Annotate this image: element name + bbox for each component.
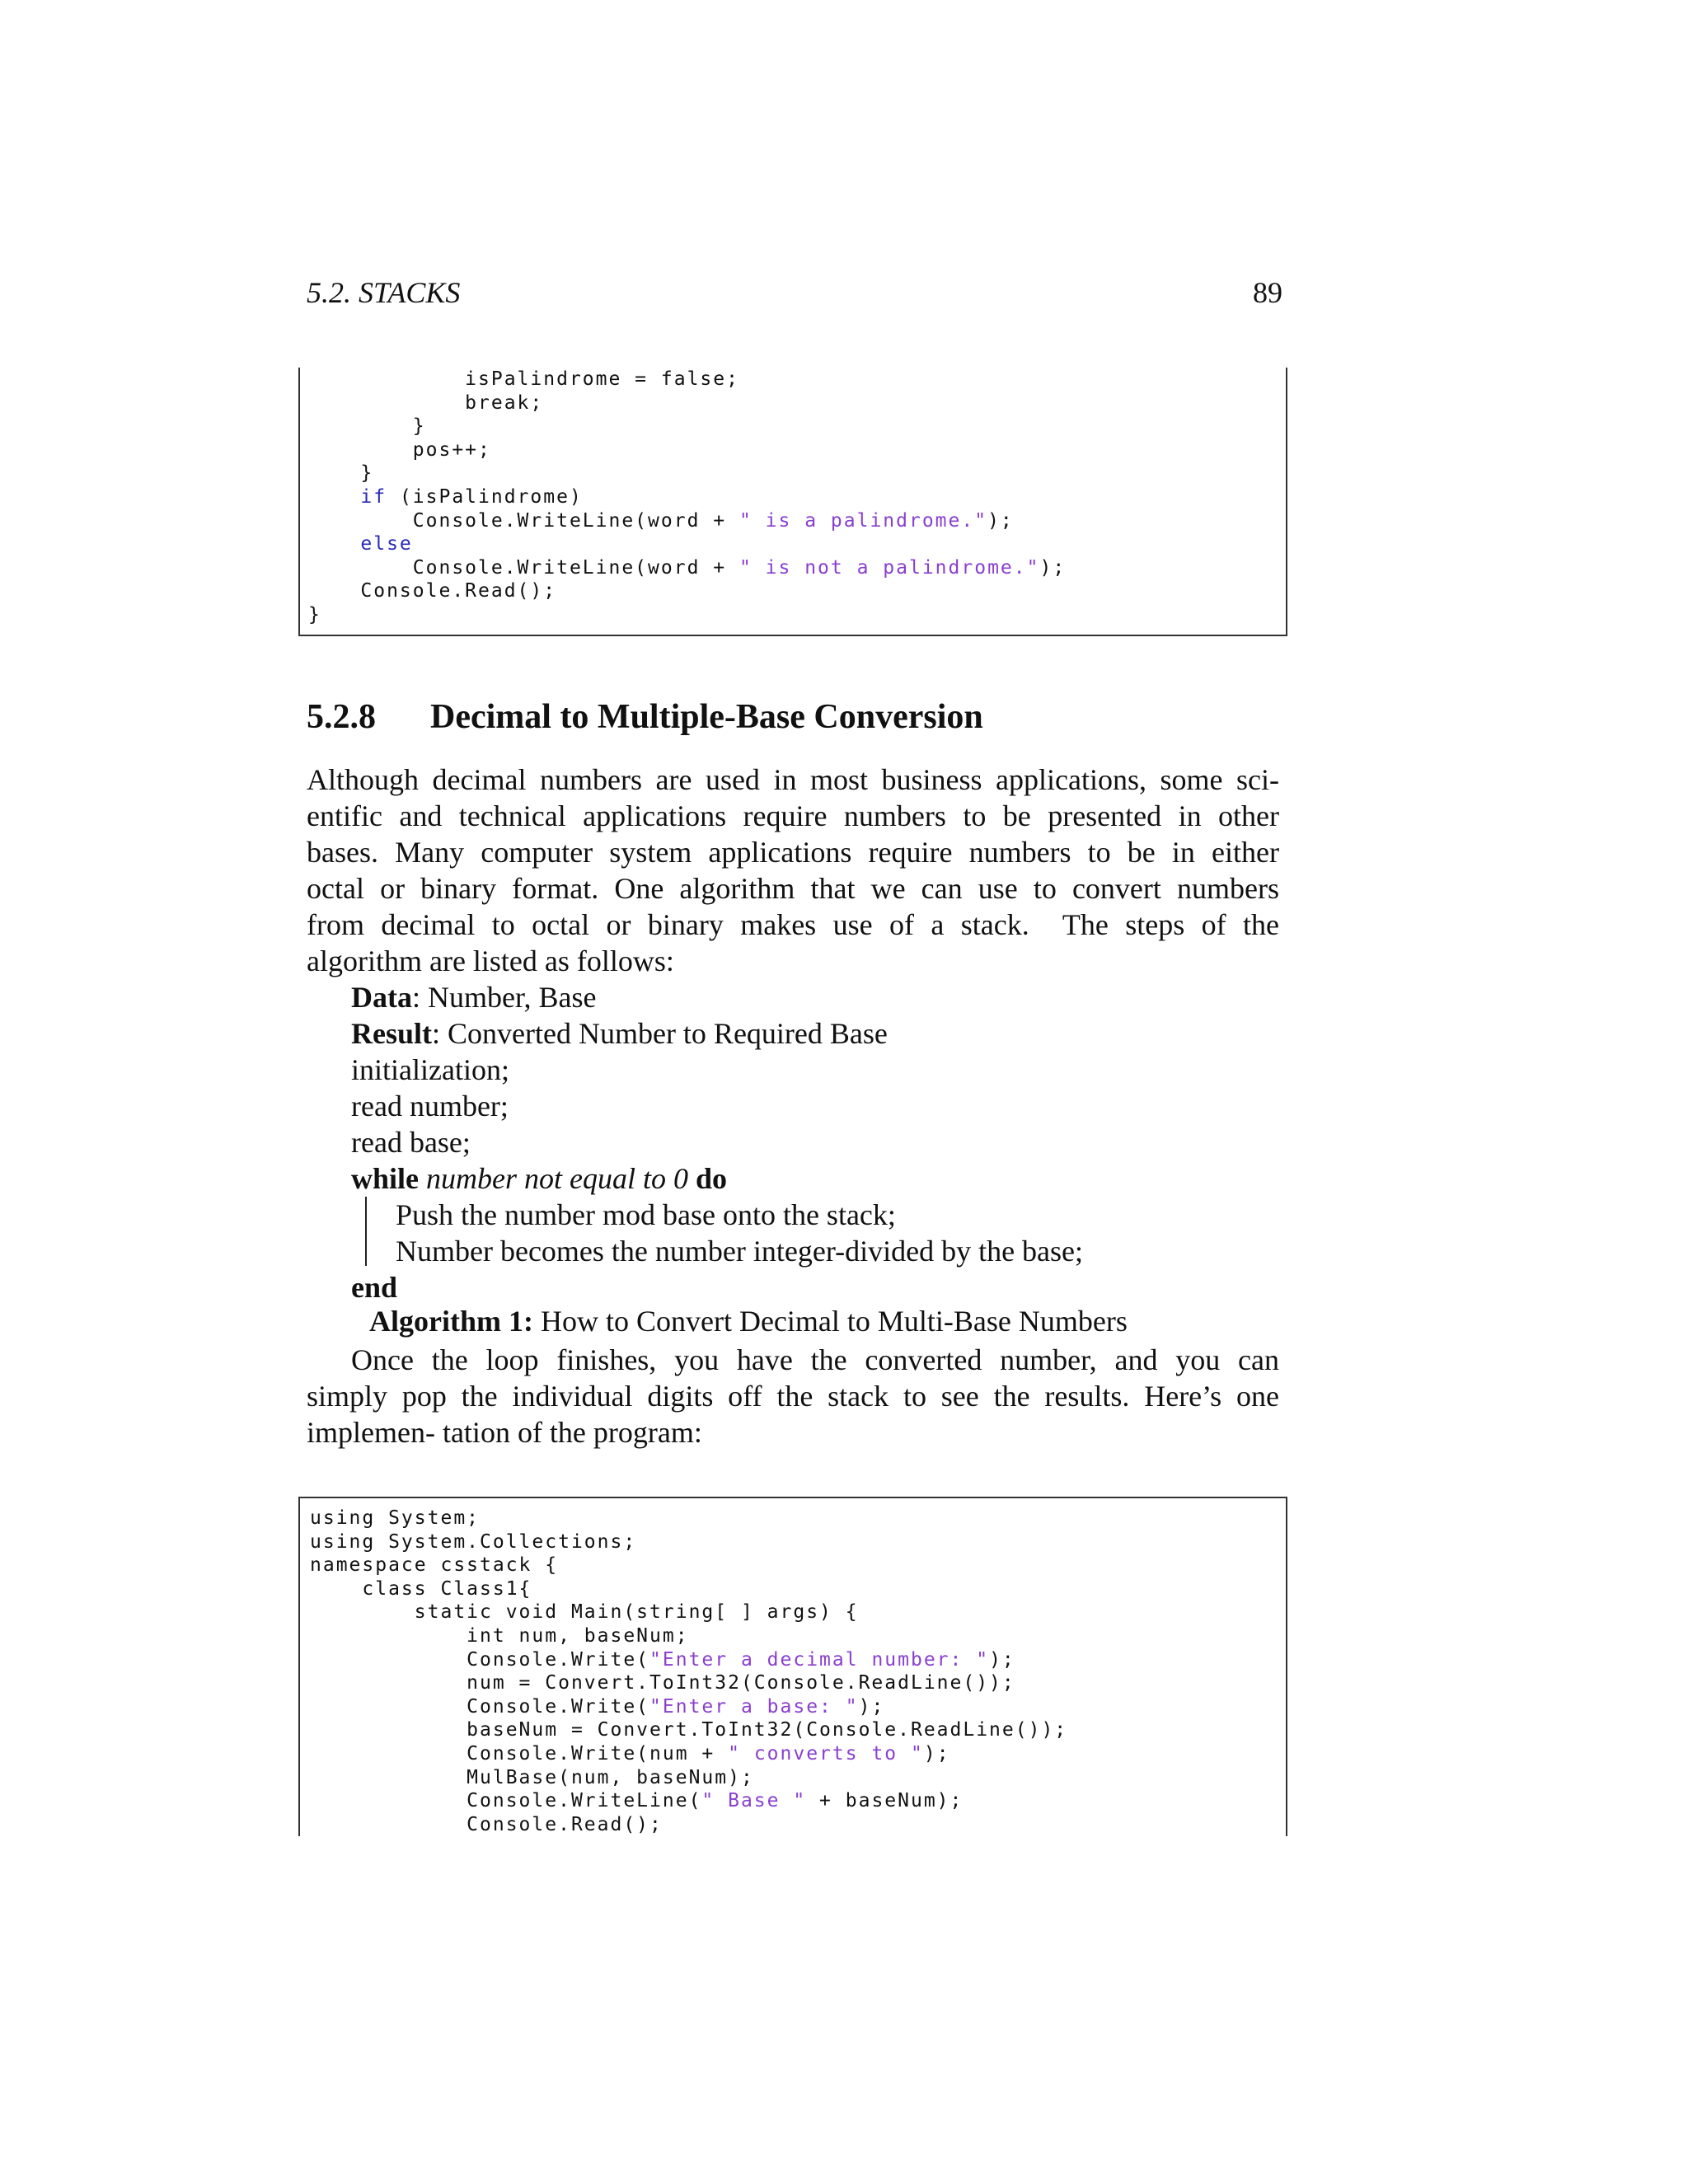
code-indent: [310, 1601, 415, 1623]
algorithm-end-line: [351, 1269, 397, 1305]
code-text: Console.WriteLine(word +: [412, 509, 739, 532]
code-line: [308, 603, 321, 626]
code-text: }: [308, 604, 321, 626]
code-indent: [308, 557, 413, 579]
paragraph-line: Although decimal numbers are used in most business applications, some sci-: [307, 763, 1279, 796]
paragraph-line: Once the loop finishes, you have the converted number, and you can: [351, 1343, 1279, 1376]
algorithm-data-value: : Number, Base: [412, 981, 597, 1014]
code-text: );: [1039, 556, 1067, 579]
code-indent: [310, 1790, 467, 1811]
algorithm-data-line: [351, 979, 597, 1015]
code-text: }: [412, 415, 426, 438]
code-string: "Enter a base: ": [649, 1695, 859, 1718]
code-line: [308, 485, 583, 509]
code-text: using System;: [310, 1507, 481, 1529]
algorithm-while-line: [351, 1160, 727, 1197]
code-listing-palindrome: [298, 368, 1287, 636]
code-line: [310, 1718, 1067, 1741]
code-text: isPalindrome = false;: [465, 368, 739, 390]
paragraph-line: bases. Many computer system applications require numbers to be in either: [307, 836, 1279, 869]
running-head: 5.2. STACKS: [307, 276, 461, 309]
page-number: 89: [1253, 276, 1282, 309]
code-listing-multibase: [298, 1497, 1287, 1836]
code-text: baseNum = Convert.ToInt32(Console.ReadLine());: [467, 1719, 1068, 1741]
code-line: [310, 1813, 663, 1836]
code-indent: [308, 392, 465, 414]
paragraph-line: implemen- tation of the program:: [307, 1416, 702, 1449]
algorithm-step: read base;: [351, 1126, 471, 1159]
paragraph-line: from decimal to octal or binary makes use of a stack. The steps of the: [307, 908, 1279, 941]
code-line: [308, 462, 373, 485]
code-keyword: if: [360, 486, 387, 508]
code-line: [308, 415, 426, 438]
section-title: Decimal to Multiple-Base Conversion: [430, 698, 983, 736]
code-string: " is a palindrome.": [738, 509, 988, 532]
code-text: );: [858, 1695, 885, 1718]
code-indent: [310, 1696, 467, 1718]
code-text: break;: [465, 391, 544, 414]
code-string: " converts to ": [728, 1743, 924, 1765]
code-line: [308, 368, 739, 391]
algorithm-result-label: Result: [351, 1017, 432, 1050]
algorithm-step: read number;: [351, 1090, 509, 1122]
algorithm-data-label: Data: [351, 981, 412, 1014]
code-indent: [308, 510, 413, 532]
section-number: 5.2.8: [307, 698, 376, 736]
code-text: }: [360, 462, 374, 485]
code-indent: [310, 1719, 467, 1741]
code-indent: [310, 1672, 467, 1694]
code-indent: [310, 1625, 467, 1647]
code-text: Console.Write(: [467, 1695, 650, 1718]
code-line: [310, 1624, 689, 1647]
code-indent: [308, 486, 360, 508]
code-line: [310, 1530, 636, 1554]
code-line: [308, 532, 413, 555]
code-line: [310, 1601, 859, 1624]
code-line: [310, 1695, 884, 1718]
code-line: [310, 1648, 1015, 1671]
section-heading: [307, 697, 983, 737]
code-text: );: [923, 1743, 950, 1765]
code-indent: [310, 1814, 467, 1835]
code-line: [310, 1742, 950, 1765]
code-text: class Class1{: [362, 1577, 532, 1600]
algorithm-caption-text: How to Convert Decimal to Multi-Base Numbers: [532, 1305, 1128, 1338]
code-string: " Base ": [701, 1790, 807, 1812]
code-indent: [308, 580, 360, 602]
algorithm-step: initialization;: [351, 1053, 509, 1086]
after-algorithm-paragraph: [307, 1342, 1279, 1451]
code-text: (isPalindrome): [387, 486, 583, 508]
paragraph-line: octal or binary format. One algorithm that we can use to convert numbers: [307, 872, 1279, 905]
while-condition: number not equal to 0: [426, 1162, 688, 1195]
code-indent: [310, 1578, 362, 1600]
code-line: [308, 438, 491, 462]
code-line: [308, 579, 556, 602]
code-string: "Enter a decimal number: ": [649, 1648, 990, 1671]
code-keyword: else: [360, 533, 413, 555]
code-line: [310, 1554, 558, 1577]
code-text: );: [989, 1648, 1015, 1671]
code-text: num = Convert.ToInt32(Console.ReadLine());: [467, 1672, 1015, 1694]
algorithm-loop-step: Push the number mod base onto the stack;: [396, 1198, 896, 1231]
algorithm-result-value: : Converted Number to Required Base: [432, 1017, 888, 1050]
algorithm-result-line: [351, 1015, 888, 1052]
code-text: Console.Write(num +: [467, 1743, 729, 1765]
code-text: static void Main(string[ ] args) {: [414, 1601, 859, 1624]
code-indent: [310, 1649, 467, 1671]
code-indent: [310, 1743, 467, 1765]
code-line: [308, 509, 1014, 532]
loop-body-bar: [365, 1197, 367, 1266]
code-text: pos++;: [412, 438, 491, 461]
algorithm-loop-step: Number becomes the number integer-divided by the base;: [396, 1235, 1084, 1268]
paragraph-line: simply pop the individual digits off the stack to see the results. Here’s one: [307, 1380, 1279, 1413]
code-text: int num, baseNum;: [467, 1625, 689, 1647]
code-text: + baseNum);: [806, 1790, 964, 1812]
paragraph-line: entific and technical applications require numbers to be presented in other: [307, 799, 1279, 832]
do-keyword: do: [696, 1162, 728, 1195]
code-text: );: [987, 509, 1014, 532]
code-indent: [308, 368, 465, 390]
code-line: [310, 1577, 532, 1601]
code-text: Console.Write(: [467, 1648, 650, 1671]
code-line: [310, 1789, 963, 1812]
code-line: [310, 1766, 754, 1789]
while-keyword: while: [351, 1162, 420, 1195]
code-text: Console.Read();: [360, 580, 557, 602]
end-keyword: end: [351, 1271, 398, 1304]
code-text: Console.WriteLine(word +: [412, 556, 739, 579]
code-indent: [308, 439, 413, 461]
code-string: " is not a palindrome.": [738, 556, 1040, 579]
code-line: [310, 1671, 1015, 1694]
code-indent: [308, 533, 360, 555]
code-line: [310, 1507, 480, 1530]
algorithm-caption: [369, 1304, 1128, 1338]
code-indent: [308, 415, 413, 437]
code-text: using System.Collections;: [310, 1530, 637, 1553]
paragraph-line: algorithm are listed as follows:: [307, 944, 674, 977]
code-text: namespace csstack {: [310, 1554, 559, 1577]
code-line: [308, 556, 1066, 579]
intro-paragraph: [307, 762, 1279, 979]
code-text: Console.WriteLine(: [467, 1790, 702, 1812]
code-text: MulBase(num, baseNum);: [467, 1766, 754, 1788]
code-text: Console.Read();: [467, 1813, 663, 1835]
code-line: [308, 391, 543, 415]
algorithm-caption-label: Algorithm 1:: [369, 1305, 533, 1338]
code-indent: [308, 462, 360, 484]
code-indent: [310, 1767, 467, 1788]
